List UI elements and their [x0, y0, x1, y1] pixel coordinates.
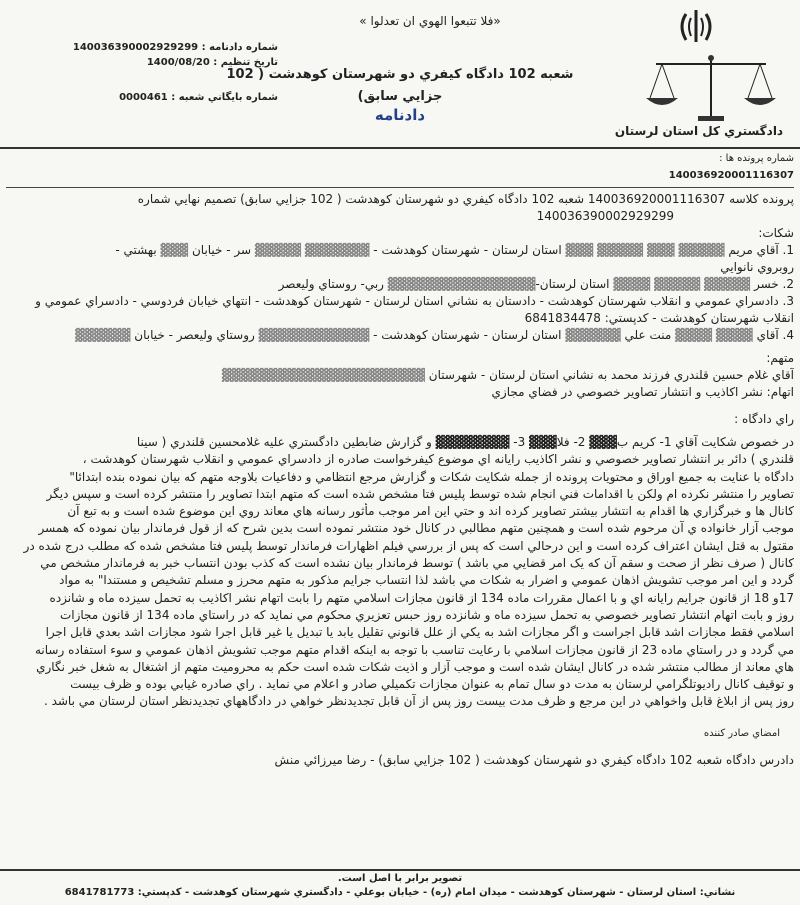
court-address: نشاني: استان لرستان - شهرستان كوهدشت - ميدان امام (ره) - خيابان بوعلي - دادگستري شهرستان كوهدشت - كدپستي: 6841781773	[64, 887, 736, 898]
redacted-text: ▓▓▓▓▓▓▓▓▓▓▓▓▓▓▓▓▓▓▓▓▓▓	[221, 368, 425, 382]
justice-scales-icon	[642, 52, 780, 124]
signature-label: امضاي صادر كننده	[703, 727, 780, 739]
redacted-text: ▓▓▓▓▓▓▓▓▓▓▓▓▓▓▓▓	[383, 277, 536, 291]
accused-line-1: آقاي غلام حسين قلندري فرزند محمد به نشاني استان لرستان - شهرستان ▓▓▓▓▓▓▓▓▓▓▓▓▓▓▓▓▓▓▓▓▓▓	[221, 368, 794, 382]
branch-title: شعبه 102 دادگاه كيفري دو شهرستان كوهدشت ( 102 جزايي سابق)	[226, 67, 574, 104]
document-footer	[0, 869, 800, 905]
verdict-line: و توقيف كانال راديوتلگرامي لرستان به مدت دو سال تمام به عنوان مجازات تكميلي صادر و اعلام مي نمايد . راي صادره غيابي بوده و ظرف بيست	[70, 677, 794, 692]
verdict-line: كانال ها و خبرگزاري ها اقدام به انتشار بيشتر تصاوير كرده اند و حتي اين امر موجب مأثور رسانه هاي معاند روي اين موضوع شده است و به تبع آن	[67, 504, 794, 519]
complainant-2: 2. خسر ▓▓▓▓▓ ▓▓▓▓▓ ▓▓▓▓ استان لرستان-▓▓▓▓▓▓▓▓▓▓▓▓▓▓▓▓ ربي- روستاي وليعصر	[278, 277, 794, 291]
verdict-line: كانال ( صرف نظر از صحت و سقم آن كه يک امر قضايي مي باشد ) توسط فرماندار بيان نشده است كه كذب بودن انتساب خبر به فرماندار مشخص مي	[40, 556, 794, 571]
verdict-line: 17و 18 از قانون جرايم رايانه اي و با اعمال مقررات ماده 134 از قانون مجازات اسلامي متهم را بابت اتهام نشر اكاذيب به تحمل سيزده ماه و شانزده	[49, 590, 794, 605]
files-label: شماره پرونده ها :	[719, 153, 794, 164]
verdict-line: هاي معاند از مطالب منتشر شده در كانال ايشان شده است و موجب آزار و اذيت شكات شده است حكم به محروميت متهم از اشتغال به شغل خبر نگاري	[36, 659, 794, 674]
quran-quote: «فلا تتبعوا الهوي ان تعدلوا »	[359, 14, 501, 28]
document-header	[0, 0, 800, 149]
verdict-line: موجب آزار خانواده ي آن مرحوم شده است و همچنين متهم مطالبي در كانال خود منتشر نموده است بدين شرح كه از قول فرماندار بيان نموده كه همسر	[38, 521, 794, 536]
ruling-number-label: شماره دادنامه :	[201, 42, 278, 53]
issue-date	[78, 57, 278, 68]
copy-certification: تصوير برابر با اصل است.	[337, 873, 463, 884]
redacted-text: ▓▓▓▓ ▓▓▓▓	[671, 328, 753, 342]
ruling-number	[72, 42, 278, 53]
issue-date-label: تاريخ تنظيم :	[213, 57, 278, 68]
verdict-paragraph	[6, 434, 794, 711]
verdict-line: روز پس از ابلاغ قابل واخواهي در اين مرجع و ظرف مدت بيست روز پس از آن قابل تجديدنظر خواهي در دادگاههاي تجديدنظر استان لرستان مي باشد .	[43, 694, 794, 709]
redacted-text: ▓▓▓	[156, 243, 189, 257]
complainant-3-line-1: 3. دادسراي عمومي و انقلاب شهرستان كوهدشت - دادستان به نشاني استان لرستان - شهرستان كوهدشت - انتهاي خيابان فردوسي - دادسراي عمومي و	[35, 294, 794, 308]
verdict-line: اسلامي فقط مجازات اشد قابل اجراست و اگر مجازات اشد به يكي از علل قانوني تقليل يابد يا تبديل يا غير قابل اجرا شود مجازات اشد بعدي قابل اجرا	[45, 625, 794, 640]
accused-label: متهم:	[766, 351, 794, 365]
files-number: 140036920001116307	[668, 170, 794, 181]
verdict-line: گردد و اين امر موجب تشويش اذهان عمومي و اضرار به شكات مي باشد لذا انتساب جرايم مذكور به متهم محرز و مسلم تشخيص و مستندا" به مواد	[59, 573, 794, 588]
signature-line: دادرس دادگاه شعبه 102 دادگاه كيفري دو شهرستان كوهدشت ( 102 جزايي سابق) - رضا ميرزائي منش	[274, 752, 794, 767]
court-postcode: 6841781773	[64, 887, 135, 898]
archive-number-label: شماره بايگاني شعبه :	[171, 92, 278, 103]
verdict-line: تصاوير را منتشر نكرده ام ولكن با اقدامات فني انجام شده توسط پليس فتا مشخص شده است كه متهم ابتدا تصاوير را منتشر كرده است و سپس ديگر	[46, 486, 794, 501]
redacted-text: ▓▓▓▓▓▓	[75, 328, 131, 342]
complainant-1-line-2: روبروي نانوايي	[720, 260, 794, 274]
redacted-text: ▓▓▓▓▓▓▓▓▓▓▓▓	[254, 328, 370, 342]
archive-number	[78, 92, 278, 103]
iran-emblem-icon	[656, 6, 736, 46]
verdict-line: قلندري ) دائر بر انتشار تصاوير خصوصي و نشر اكاذيب رايانه اي موضوع كيفرخواست صادره از دادسراي عمومي و انقلاب شهرستان كوهدشت ،	[82, 452, 794, 467]
document-body	[6, 150, 794, 769]
complainants-label: شكات:	[758, 226, 794, 240]
redacted-text: ▓▓▓▓▓▓	[561, 328, 621, 342]
redacted-text: ▓▓▓▓▓▓▓ ▓▓▓▓▓	[251, 243, 370, 257]
verdict-label: راي دادگاه :	[734, 412, 794, 426]
complainant-3-line-2: انقلاب شهرستان كوهدشت - كدپستي: 6841834478	[524, 311, 794, 325]
verdict-line: مي گردد و در راستاي ماده 23 از قانون مجازات اسلامي با رعايت تناسب با توجه به اينكه اقدام متهم موجب تشويش اذهان عمومي و سوء استفاده رسانه	[35, 642, 794, 657]
issue-date-value: 1400/08/20	[146, 57, 210, 68]
document-title: دادنامه	[374, 106, 426, 124]
complainant-1: 1. آقاي مريم ▓▓▓▓▓ ▓▓▓ ▓▓▓▓▓ ▓▓▓ استان لرستان - شهرستان كوهدشت - ▓▓▓▓▓▓▓ ▓▓▓▓▓ سر - خيابان ▓▓▓ بهشتي -	[115, 243, 794, 257]
case-file-line-1: پرونده كلاسه 140036920001116307 شعبه 102 دادگاه كيفري دو شهرستان كوهدشت ( 102 جزايي سابق) تصميم نهايي شماره	[137, 192, 794, 206]
redacted-text: ▓▓▓▓▓ ▓▓▓▓▓ ▓▓▓▓	[609, 277, 754, 291]
case-file-line-2: 140036390002929299	[536, 209, 674, 223]
verdict-line: در خصوص شكايت آقاي 1- كريم ب▓▓▓ 2- فلا▓▓▓ 3- ▓▓▓▓▓▓▓▓ و گزارش ضابطين دادگستري عليه غلامحسين قلندري ( سينا	[136, 435, 794, 449]
complainant-4: 4. آقاي ▓▓▓▓ ▓▓▓▓ منت علي ▓▓▓▓▓▓ استان لرستان - شهرستان كوهدشت - ▓▓▓▓▓▓▓▓▓▓▓▓ روستاي وليعصر - خيابان ▓▓▓▓▓▓	[75, 328, 794, 342]
verdict-line: دادگاه با عنايت به جميع اوراق و محتويات پرونده از جمله شكايت شكات و گزارش مرجع انتظامي و دفاعيات بلاوجه متهم كه بيان نموده بنده ابتدائا"	[69, 469, 794, 484]
verdict-line: مقتول به قتل ايشان اعتراف كرده است و اين درحالي است كه پس از بررسي فيلم اظهارات فرماندار توسط پليس فتا مشخص شده كه مطلب درج شده در	[23, 538, 794, 553]
divider	[6, 187, 794, 188]
court-name: دادگستري كل استان لرستان	[614, 124, 784, 138]
redacted-text: ▓▓▓▓▓ ▓▓▓ ▓▓▓▓▓ ▓▓▓	[561, 243, 725, 257]
complainant-3-postcode: 6841834478	[524, 311, 601, 325]
archive-number-value: 0000461	[119, 92, 168, 103]
ruling-number-value: 140036390002929299	[72, 42, 199, 53]
verdict-line: روز و بابت اتهام انتشار تصاوير خصوصي به تحمل سيزده ماه و شانزده روز حبس تعزيري محكوم مي نمايد كه در راستاي ماده 134 از قانون مجازات	[59, 607, 794, 622]
accused-charge: اتهام: نشر اكاذيب و انتشار تصاوير خصوصي در فضاي مجازي	[491, 385, 794, 399]
